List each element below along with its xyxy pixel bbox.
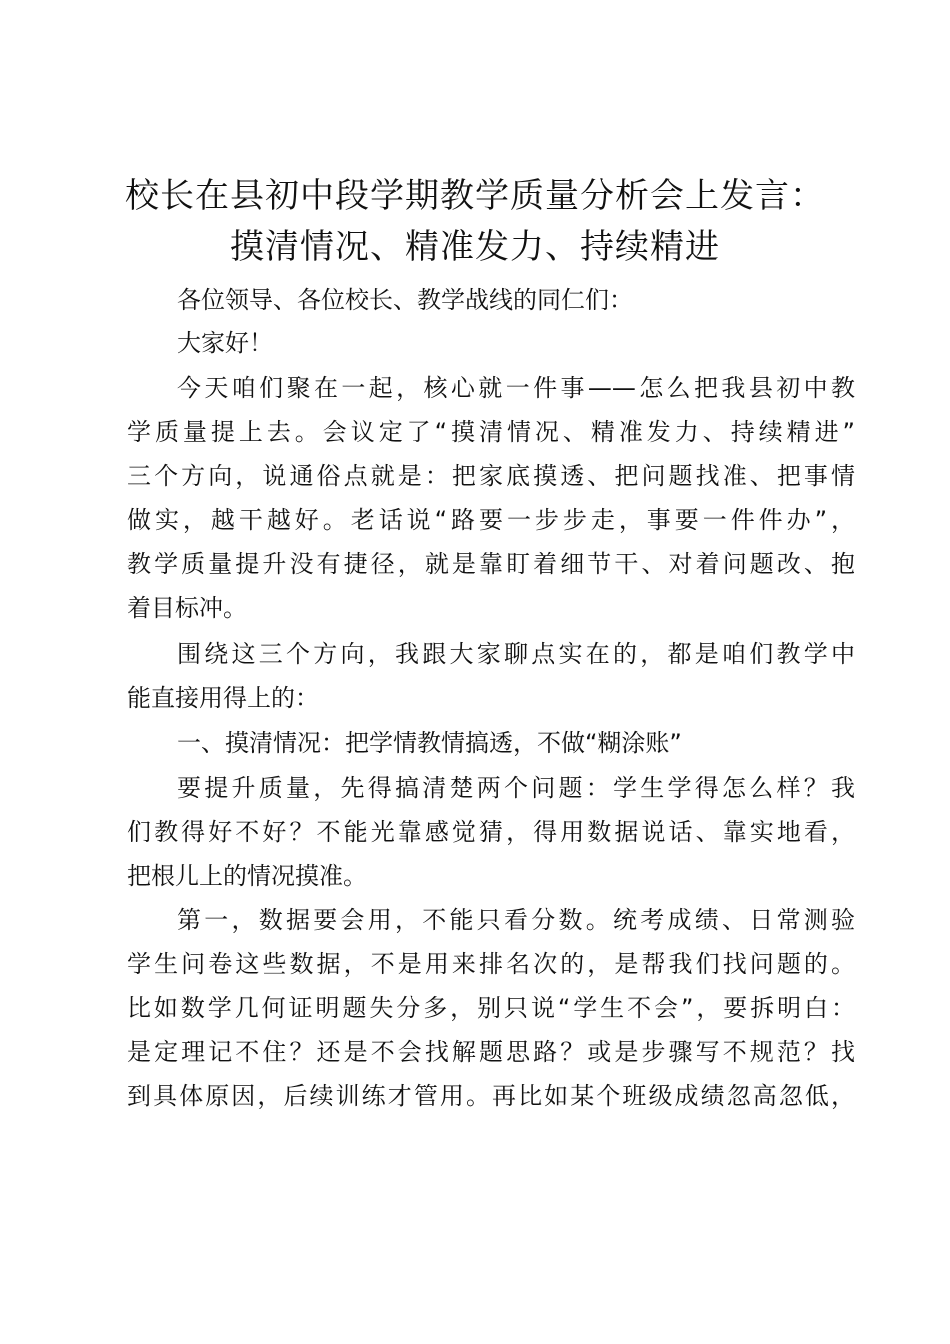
body-line: 学生问卷这些数据，不是用来排名次的，是帮我们找问题的。 [127, 950, 855, 978]
body-line: 教学质量提升没有捷径，就是靠盯着细节干、对着问题改、抱 [127, 550, 855, 578]
document-title-line-1: 校长在县初中段学期教学质量分析会上发言： [125, 176, 825, 216]
body-line: 着目标冲。 [127, 594, 247, 622]
body-line: 到具体原因，后续训练才管用。再比如某个班级成绩忽高忽低， [127, 1082, 855, 1110]
document-title-line-2: 摸清情况、精准发力、持续精进 [230, 227, 720, 267]
body-line: 是定理记不住？还是不会找解题思路？或是步骤写不规范？找 [127, 1038, 855, 1066]
body-line: 比如数学几何证明题失分多，别只说“学生不会”，要拆明白： [127, 994, 855, 1022]
section-heading: 一、摸清情况：把学情教情搞透，不做“糊涂账” [177, 729, 682, 757]
body-line: 把根儿上的情况摸准。 [127, 862, 367, 890]
body-line: 今天咱们聚在一起，核心就一件事——怎么把我县初中教 [177, 374, 855, 402]
body-line: 三个方向，说通俗点就是：把家底摸透、把问题找准、把事情 [127, 462, 855, 490]
body-line: 学质量提上去。会议定了“摸清情况、精准发力、持续精进” [127, 418, 855, 446]
body-line: 能直接用得上的： [127, 684, 319, 712]
body-line: 做实，越干越好。老话说“路要一步步走，事要一件件办”， [127, 506, 855, 534]
salutation-line: 大家好！ [177, 329, 273, 357]
greeting-line: 各位领导、各位校长、教学战线的同仁们： [177, 286, 633, 314]
body-line: 们教得好不好？不能光靠感觉猜，得用数据说话、靠实地看， [127, 818, 855, 846]
body-line: 围绕这三个方向，我跟大家聊点实在的，都是咱们教学中 [177, 640, 855, 668]
body-line: 第一，数据要会用，不能只看分数。统考成绩、日常测验 [177, 906, 855, 934]
body-line: 要提升质量，先得搞清楚两个问题：学生学得怎么样？我 [177, 774, 855, 802]
